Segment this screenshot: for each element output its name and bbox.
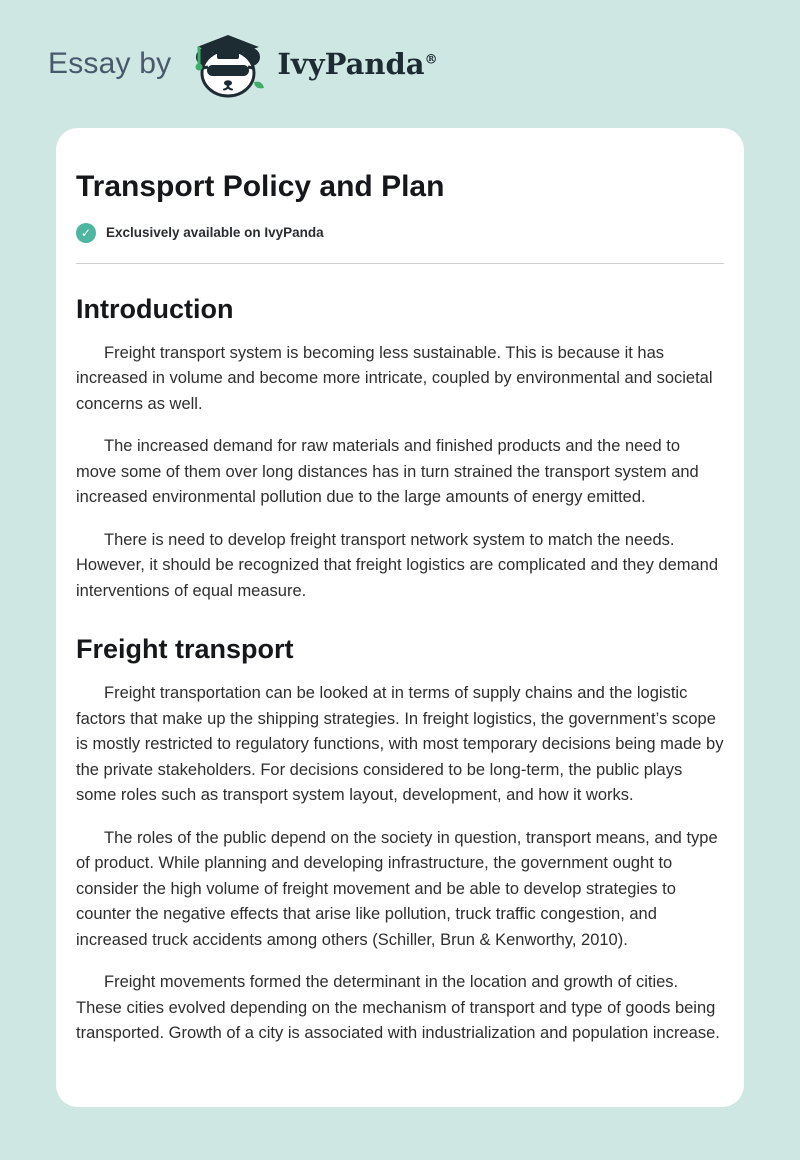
ivypanda-logo-link[interactable] (191, 27, 437, 101)
paragraph: The increased demand for raw materials and finished products and the need to move some of them over long distances has in turn strained the transport system and increased environmental pollution due to the large amounts of energy emitted. (76, 437, 699, 506)
paragraph: Freight transportation can be looked at in terms of supply chains and the logistic factors that make up the shipping strategies. In freight logistics, the government’s scope is mostly restricted to regulatory functions, with most temporary decisions being made by the private stakeholders. For decisions considered to be long-term, the public plays some roles such as transport system layout, development, and how it works. (76, 684, 724, 804)
divider (76, 263, 724, 264)
checkmark-icon: ✓ (76, 223, 96, 243)
paragraph: There is need to develop freight transport network system to match the needs. However, it should be recognized that freight logistics are complicated and they demand interventions of equal measure. (76, 530, 719, 600)
paragraph: Freight movements formed the determinant in the location and growth of cities. These cities evolved depending on the mechanism of transport and type of goods being transported. Growth of a city is associated with industrialization and population increase. (76, 973, 720, 1042)
availability-text: Exclusively available on IvyPanda (106, 225, 324, 240)
essay-title: Transport Policy and Plan (76, 170, 445, 203)
availability-row (76, 223, 724, 243)
section-heading: Introduction (76, 293, 234, 324)
paragraph: Freight transport system is becoming less sustainable. This is because it has increased in volume and become more intricate, coupled by environmental and societal concerns as well. (76, 343, 713, 413)
essay-by-label: Essay by (48, 47, 172, 80)
site-header (0, 0, 800, 128)
essay-card (56, 128, 744, 1107)
registered-mark: ® (424, 52, 438, 68)
section-heading: Freight transport (76, 634, 294, 664)
section-introduction (76, 294, 724, 605)
brand-name: IvyPanda® (277, 47, 438, 81)
panda-graduate-icon (191, 27, 265, 101)
section-freight-transport (76, 634, 724, 1047)
paragraph: The roles of the public depend on the society in question, transport means, and type of product. While planning and developing infrastructure, the government ought to consider the high volume of freight movement and be able to develop strategies to counter the negative effects that arise like pollution, truck traffic congestion, and increased truck accidents among others (Schiller, Brun & Kenworthy, 2010). (76, 828, 718, 949)
